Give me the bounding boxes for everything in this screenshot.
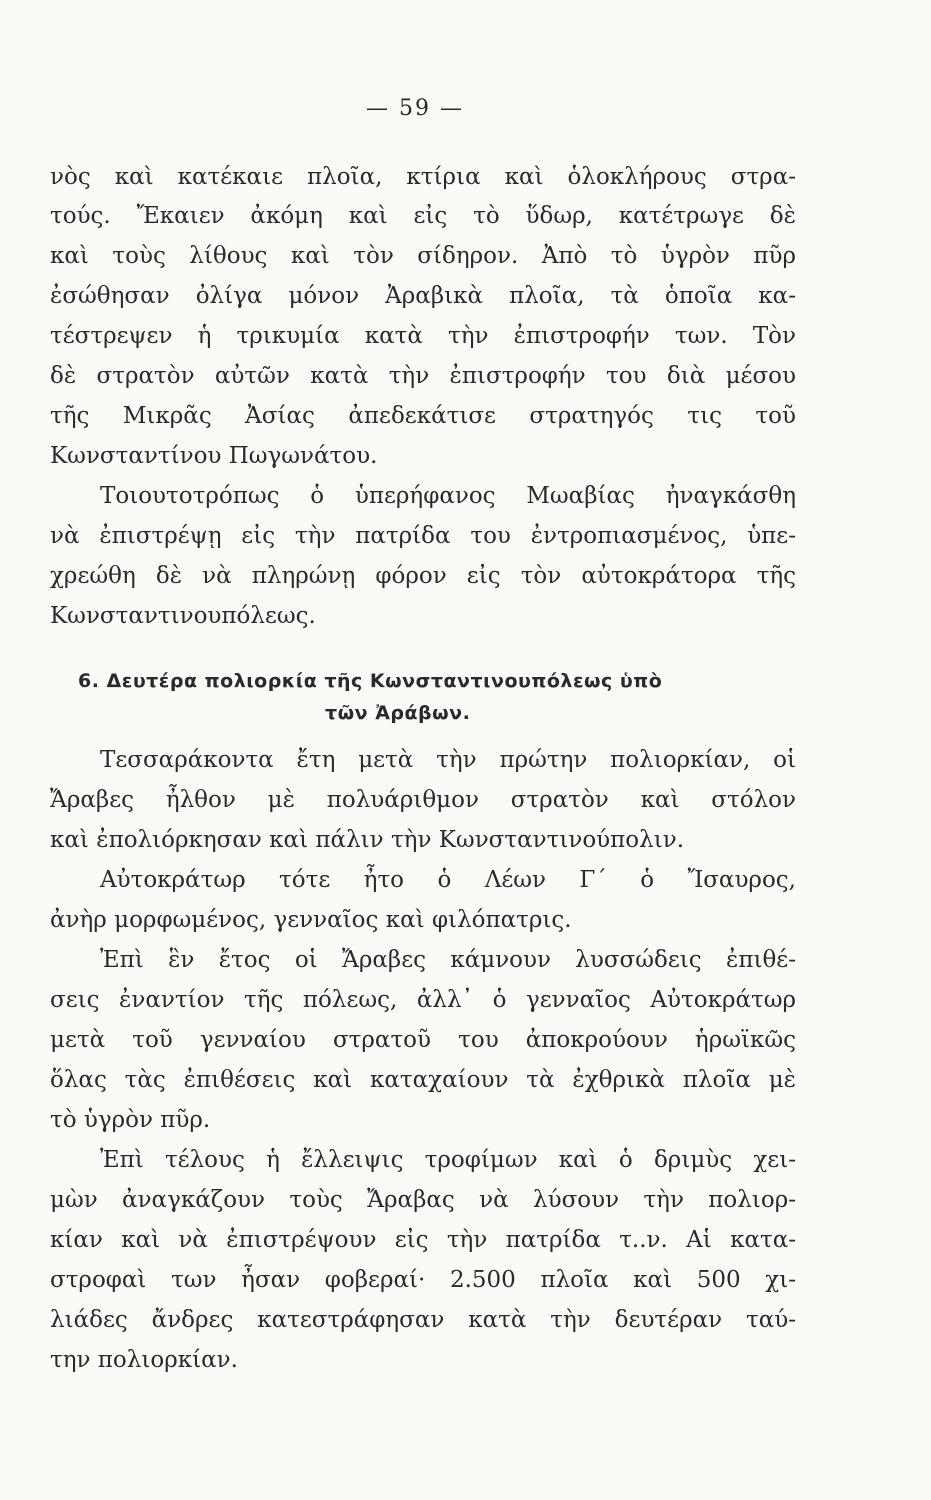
text-line: τὸ ὑγρὸν πῦρ. [50, 1107, 211, 1133]
text-line: Ἄραβες ἦλθον μὲ πολυάριθμον στρατὸν καὶ στόλον [50, 787, 796, 813]
text-line: στροφαὶ των ἦσαν φοβεραί· 2.500 πλοῖα καὶ 500 χι- [50, 1267, 796, 1293]
text-line: καὶ ἐπολιόρκησαν καὶ πάλιν τὴν Κωνσταντινούπολιν. [50, 827, 685, 853]
text-line: μὼν ἀναγκάζουν τοὺς Ἄραβας νὰ λύσουν τὴν πολιορ- [50, 1187, 796, 1213]
page-number: — 59 — [366, 96, 464, 121]
text-line: ἐσώθησαν ὀλίγα μόνον Ἀραβικὰ πλοῖα, τὰ ὁποῖα κα- [50, 283, 796, 309]
text-line: ἀνὴρ μορφωμένος, γενναῖος καὶ φιλόπατρις. [50, 907, 572, 933]
text-line: Τοιουτοτρόπως ὁ ὑπερήφανος Μωαβίας ἠναγκάσθη [100, 483, 796, 509]
section-heading-line1: 6. Δευτέρα πολιορκία τῆς Κωνσταντινουπόλεως ὑπὸ [78, 670, 663, 692]
text-line: Τεσσαράκοντα ἔτη μετὰ τὴν πρώτην πολιορκίαν, οἱ [100, 747, 796, 773]
text-line: τῆς Μικρᾶς Ἀσίας ἀπεδεκάτισε στρατηγός τις τοῦ [50, 403, 796, 429]
text-line: σεις ἐναντίον τῆς πόλεως, ἀλλ᾿ ὁ γενναῖος Αὐτοκράτωρ [50, 987, 796, 1013]
section-heading-line2: τῶν Ἀράβων. [325, 702, 471, 724]
text-line: κίαν καὶ νὰ ἐπιστρέψουν εἰς τὴν πατρίδα τ..ν. Αἱ κατα- [50, 1227, 796, 1253]
text-line: τέστρεψεν ἡ τρικυμία κατὰ τὴν ἐπιστροφήν των. Τὸν [50, 323, 796, 349]
text-line: νὸς καὶ κατέκαιε πλοῖα, κτίρια καὶ ὁλοκλήρους στρα- [50, 164, 796, 190]
text-line: τούς. Ἔκαιεν ἀκόμη καὶ εἰς τὸ ὕδωρ, κατέτρωγε δὲ [50, 203, 796, 229]
text-line: λιάδες ἄνδρες κατεστράφησαν κατὰ τὴν δευτέραν ταύ- [50, 1307, 796, 1333]
text-line: Κωνσταντινουπόλεως. [50, 603, 316, 629]
text-line: Ἐπὶ ἓν ἔτος οἱ Ἄραβες κάμνουν λυσσώδεις ἐπιθέ- [100, 947, 796, 973]
text-line: την πολιορκίαν. [50, 1347, 238, 1373]
text-line: ὅλας τὰς ἐπιθέσεις καὶ καταχαίουν τὰ ἐχθρικὰ πλοῖα μὲ [50, 1067, 796, 1093]
text-line: καὶ τοὺς λίθους καὶ τὸν σίδηρον. Ἀπὸ τὸ ὑγρὸν πῦρ [50, 243, 796, 269]
text-line: μετὰ τοῦ γενναίου στρατοῦ του ἀποκρούουν ἡρωϊκῶς [50, 1027, 796, 1053]
text-line: Κωνσταντίνου Πωγωνάτου. [50, 443, 378, 469]
text-line: χρεώθη δὲ νὰ πληρώνῃ φόρον εἰς τὸν αὐτοκράτορα τῆς [50, 563, 796, 589]
text-line: Ἐπὶ τέλους ἡ ἔλλειψις τροφίμων καὶ ὁ δριμὺς χει- [100, 1147, 796, 1173]
text-line: Αὐτοκράτωρ τότε ἦτο ὁ Λέων Γ´ ὁ Ἴσαυρος, [100, 867, 796, 893]
text-line: δὲ στρατὸν αὐτῶν κατὰ τὴν ἐπιστροφήν του διὰ μέσου [50, 363, 796, 389]
text-line: νὰ ἐπιστρέψῃ εἰς τὴν πατρίδα του ἐντροπιασμένος, ὑπε- [50, 523, 796, 549]
